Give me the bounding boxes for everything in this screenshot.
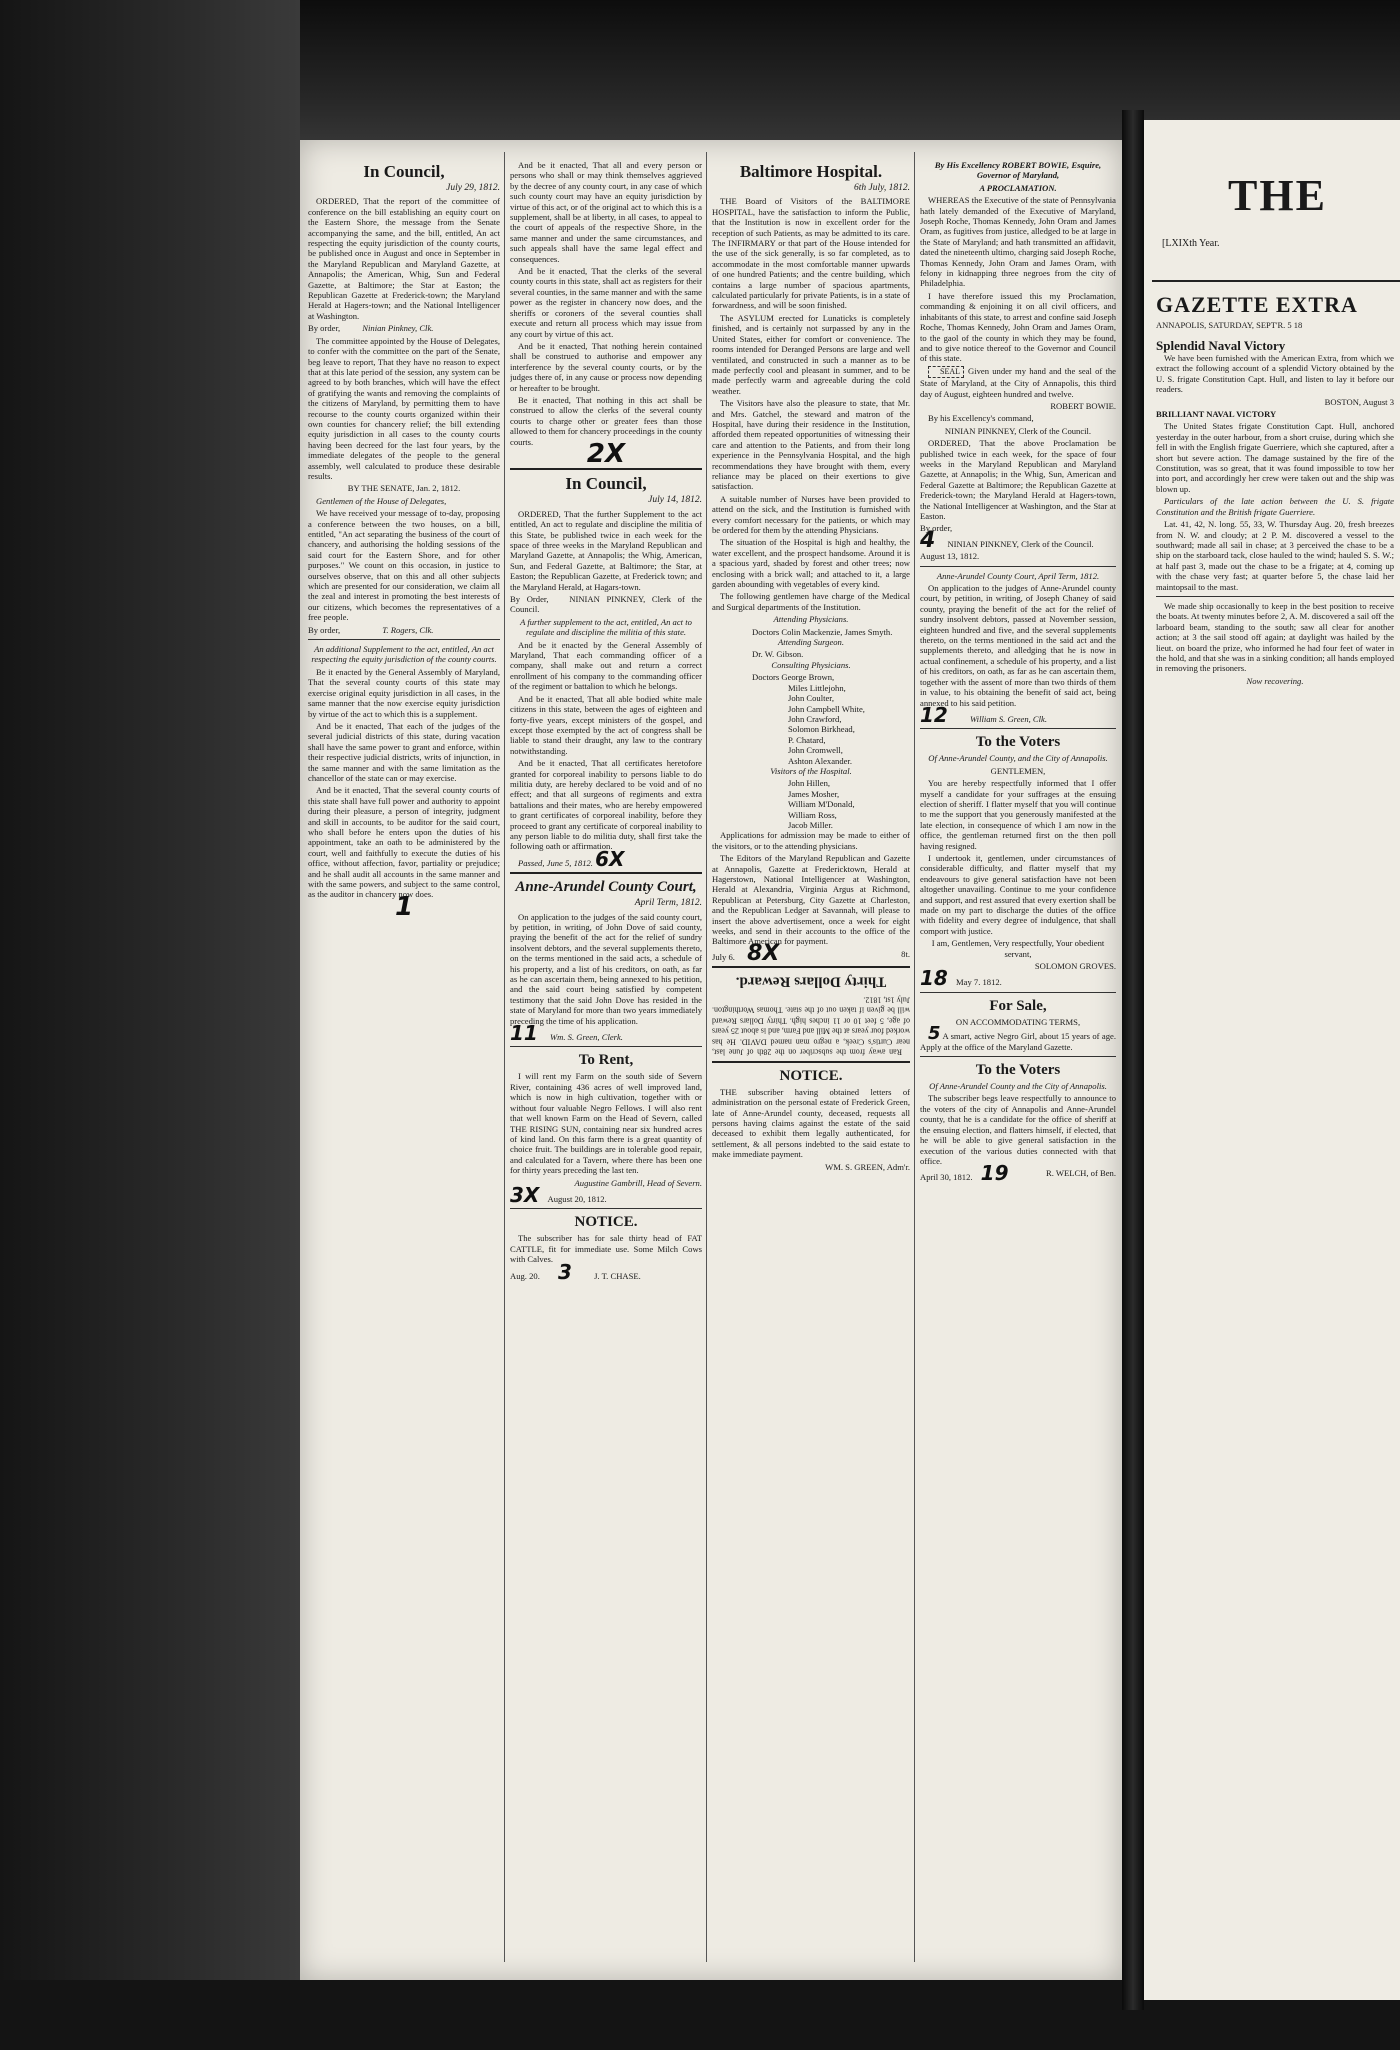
- hospital-paragraph: The ASYLUM erected for Lunaticks is completely finished, and is certainly not surpassed by any in the United States, either for comfort or convenience. The rooms intended for Deranged Persons are large and well ventilated, and constructed in such a manner as to be made perfectly cool and pleasant in summer, and to be made perfectly warm and agreeable during the cold weather.: [712, 312, 910, 396]
- rent-date: 3X August 20, 1812.: [510, 1182, 607, 1207]
- seal-icon: SEAL: [928, 366, 964, 378]
- advert-heading: Thirty Dollars Reward.: [735, 973, 887, 990]
- surgeon-label: Attending Surgeon.: [777, 637, 845, 648]
- consulting-name: John Coulter,: [788, 693, 834, 704]
- order-paragraph: ORDERED, That the report of the committee of conference on the bill establishing an equity court on the Eastern Shore, the message from the Senate accompanying the same, and the bill, entitled, An act respecting the equity jurisdiction of the county courts, be published once in August and once in September in the Maryland Republican and Maryland Gazette, at Annapolis; the American, Whig, Sun and Federal Gazette, at Baltimore; the Star at Easton; the Republican Gazette at Frederick-town; the Maryland Herald at Hagers-town; and the National Intelligencer at Washington.: [308, 196, 500, 321]
- masthead: THE: [1228, 171, 1327, 220]
- signer-date: August 13, 1812.: [920, 551, 980, 562]
- notice-signer: WM. S. GREEN, Adm'r.: [825, 1161, 910, 1172]
- brilliant-heading: BRILLIANT NAVAL VICTORY: [1156, 409, 1277, 420]
- act-paragraph: And be it enacted, That each of the judges of the several judicial districts of this state, during vacation shall have the same power to grant and enforce, within their respective judicial districts, writs of injunction, in the same manner and with the same limitation as the chancellor of the state can or may exercise.: [308, 720, 500, 783]
- court-paragraph: On application to the judges of Anne-Arundel county court, by petition, in writing, of Joseph Chaney of said county, praying the benefit of the act for the relief of sundry insolvent debtors, passed at November session, eighteen hundred and five, and the several supplements thereto, on the terms mentioned in the said act and the supplements thereto, and alledging that he is now in actual confinement, a schedule of his property, and a list of his creditors, on oath, as far as he can ascertain them, together with the assent of more than two thirds of them in value, to his obtaining the benefit of said act, being annexed to his said petition.: [920, 583, 1116, 708]
- extra-date: ANNAPOLIS, SATURDAY, SEPT'R. 5 18: [1156, 320, 1303, 330]
- advert-text: Ran away from the subscriber on the 28th of June last, near Curtis's Creek, a negro man named DAVID. He has worked four years at the Mill and Farm, and is about 25 years of age, 5 feet 10 or 11 inches high. Thirty Dollars Reward will be given if taken out of the state. Thomas Worthington. July 1st, 1812.: [712, 995, 910, 1057]
- signoff: By order, T. Rogers, Clk.: [308, 624, 434, 635]
- signoff: 11 Wm. S. Green, Clerk.: [510, 1021, 623, 1046]
- upside-down-advert: [712, 972, 910, 1056]
- visitor-name: William M'Donald,: [788, 799, 855, 810]
- notice-heading: NOTICE.: [574, 1214, 638, 1231]
- court-heading: Anne-Arundel County Court, April Term, 1812.: [936, 570, 1100, 581]
- passed-line: Passed, June 5, 1812. 6X: [518, 846, 625, 871]
- rent-heading: To Rent,: [578, 1052, 634, 1069]
- sale-paragraph: 5 A smart, active Negro Girl, about 15 years of age. Apply at the office of the Maryland Gazette.: [920, 1023, 1116, 1052]
- committee-report: The committee appointed by the House of Delegates, to confer with the committee on the part of the Senate, beg leave to report, That they have no reason to expect that at this late period of the session, any system can be agreed to by both branches, which will have the effect of gratifying the wants and removing the complaints of the citizens of Maryland, by permitting them to have recourse to the county courts organized within their own counties for chancery relief; the bill extending equity jurisdiction in all cases to the county courts having been decreed for the last four years, by the immediate delegates of the people to the general assembly, well calculated to produce these desirable results.: [308, 335, 500, 481]
- sale-heading: For Sale,: [989, 997, 1047, 1014]
- notice-paragraph: THE subscriber having obtained letters of administration on the personal estate of Frederick Green, late of Anne-Arundel county, deceased, requests all persons having claims against the estate of the said deceased to exhibit them legally authenticated, for settlement, & all persons indebted to the said estate to make immediate payment.: [712, 1086, 910, 1160]
- court-term: April Term, 1812.: [634, 898, 702, 909]
- closing-lines: I am, Gentlemen, Very respectfully, Your obedient servant,: [931, 938, 1105, 959]
- clerk-name: NINIAN PINKNEY, Clerk of the Council.: [944, 425, 1092, 436]
- council-heading: In Council,: [565, 474, 647, 494]
- dateline: 6th July, 1812.: [854, 183, 910, 193]
- sale-subheading: ON ACCOMMODATING TERMS,: [955, 1016, 1081, 1027]
- voters-subheading: Of Anne-Arundel County, and the City of Annapolis.: [928, 753, 1108, 764]
- end-signoff: April 30, 1812. 19 R. WELCH, of Ben.: [920, 1161, 1116, 1186]
- particulars-heading: Particulars of the late action between the U. S. frigate Constitution and the British frigate Guerriere.: [1156, 496, 1394, 517]
- signoff: By order, Ninian Pinkney, Clk.: [308, 323, 434, 334]
- given-paragraph: SEAL Given under my hand and the seal of the State of Maryland, at the City of Annapolis, this third day of August, eighteen hundred and twelve.: [920, 365, 1116, 399]
- order-paragraph: ORDERED, That the above Proclamation be published twice in each week, for the space of four weeks in the Maryland Republican and Maryland Gazette, at Annapolis; in the Whig, Sun, American and Federal Gazette at Baltimore; the Republican Gazette at Frederick-town; the Maryland Herald at Hagers-town, the National Intelligencer at Washington, and the Star at Easton.: [920, 438, 1116, 521]
- dateline: July 14, 1812.: [648, 495, 702, 506]
- rent-paragraph: I will rent my Farm on the south side of Severn River, containing 436 acres of well improved land, which is now in high cultivation, together with or without four valuable Negro Fellows. I will also rent that well known Farm on the Head of Severn, called THE RISING SUN, containing near six hundred acres of kind land. On this farm there is a great quantity of choice fruit. The buildings are in tolerable good repair, and calculated for a Tavern, where there has been one for thirty years preceding the last ten.: [510, 1071, 702, 1176]
- editors-paragraph: The Editors of the Maryland Republican and Gazette at Annapolis, Gazette at Fredericktown, Herald at Hagerstown, National Intelligencer at Washington, Herald at Alexandria, Virginia Argus at Richmond, Republican at Petersburg, City Gazette at Charleston, and the Republican Ledger at Savannah, will please to insert the above advertisement, once a week for eight weeks, and send in their accounts to the office of the Baltimore American for payment.: [712, 853, 910, 947]
- consulting-name: Ashton Alexander.: [788, 755, 852, 766]
- act-paragraph: And be it enacted, That nothing herein contained shall be construed to authorise and empower any interference by the several county courts, or by the judges there of, in any cause or process now depending or hereafter to be brought.: [510, 340, 702, 393]
- proclamation-paragraph: I have therefore issued this my Proclamation, commanding & enjoining it on all civil officers, and inhabitants of this state, to arrest and confine said Joseph Roche, Thomas Kennedy, John Oram and James Oram, to the gaol of the county in which they may be found, and to give notice thereof to the Governor and Council of this state.: [920, 290, 1116, 364]
- column-rule: [914, 152, 915, 1962]
- visitor-name: Jacob Miller.: [788, 819, 833, 830]
- extra-paragraph: The United States frigate Constitution Capt. Hull, anchored yesterday in the outer harbour, from a short cruise, during which she fell in with the English frigate Guerriere, which she captured, after a short but severe action. The damage sustained by the fire of the Constitution, was so great, that it was found impossible to tow her into port, and accordingly her crew were taken out and the ship was blown up.: [1156, 421, 1394, 494]
- divider: [308, 639, 500, 640]
- consulting-label: Consulting Physicians.: [771, 659, 851, 670]
- physicians-list: Doctors Colin Mackenzie, James Smyth.: [752, 626, 893, 637]
- extra-column: [1156, 338, 1394, 688]
- divider: [1152, 280, 1400, 282]
- handwritten-mark: 2X: [586, 438, 626, 469]
- voters-heading: To the Voters: [975, 1062, 1061, 1079]
- victory-heading: Splendid Naval Victory: [1156, 338, 1286, 353]
- consulting-name: Solomon Birkhead,: [788, 724, 855, 735]
- divider: [510, 872, 702, 874]
- divider: [1156, 596, 1394, 597]
- recovering-note: Now recovering.: [1246, 675, 1304, 686]
- newspaper-page: [300, 140, 1122, 1980]
- gentlemen-line: GENTLEMEN,: [990, 765, 1046, 776]
- notice-heading: NOTICE.: [779, 1067, 843, 1084]
- divider: [920, 566, 1116, 567]
- consulting-name: John Campbell White,: [788, 703, 865, 714]
- physicians-label: Attending Physicians.: [773, 614, 849, 625]
- act-paragraph: And be it enacted, That the several county courts of this state shall have full power and authority to appoint during their pleasure, a person of integrity, judgment and skill in accounts, to be auditor for the said court, who shall before he enters upon the duties of his appointment, take an oath to be administered by the court, well and faithfully to execute the duties of his office, without affection, favor, partiality or prejudice; and he shall audit all accounts in the same manner and with the same powers, and subject to the same control, as the auditor in chancery now does.: [308, 785, 500, 900]
- voters-paragraph: You are hereby respectfully informed that I offer myself a candidate for your suffrages at the ensuing election of sheriff. I flatter myself that you will continue to me the support that you generously manifested at the late election, in consequence of which I am now in the office, the gentleman returned first on the then poll having resigned.: [920, 778, 1116, 851]
- visitor-name: William Ross,: [788, 809, 837, 820]
- closing-date: 18 May 7. 1812.: [920, 966, 1002, 991]
- senate-message: We have received your message of to-day, proposing a conference between the two houses, on a bill, entitled, "An act separating the business of the court of chancery, and authorising the holding sessions of the said court for the Eastern Shore, and for other purposes." We count on this occasion, in justice to ourselves observe, that on this and all other subjects which are presented for our consideration, we claim all the zeal and interest in promoting the best interests of our citizens, which becomes the representatives of a free people.: [308, 508, 500, 623]
- consulting-name: John Cromwell,: [788, 745, 843, 756]
- consulting-name: John Crawford,: [788, 713, 842, 724]
- senate-dateline: BY THE SENATE, Jan. 2, 1812.: [347, 483, 461, 494]
- signoff: By order,: [920, 523, 953, 534]
- divider: [712, 966, 910, 968]
- hospital-paragraph: THE Board of Visitors of the BALTIMORE HOSPITAL, have the satisfaction to inform the Public, that the Institution is now in excellent order for the reception of such Patients, as may be admitted to its care. The INFIRMARY or that part of the House intended for the use of the sick generally, is so far completed, as to accommodate in the most comfortable manner upwards of one hundred Patients; and the centre building, which contains a large number of spacious apartments, calculated particularly for private Patients, is in a state of forwardness, and will be soon finished.: [712, 196, 910, 311]
- divider: [510, 1208, 702, 1209]
- book-gutter: [1122, 110, 1144, 2010]
- proclamation-title: A PROCLAMATION.: [979, 182, 1057, 193]
- adjacent-page: [1144, 120, 1400, 2000]
- consulting-name: Doctors George Brown,: [752, 672, 835, 683]
- act-paragraph: Be it enacted by the General Assembly of Maryland, That the several county courts of this state may exercise original equity jurisdiction in all cases, in the same manner that the now exercise equity jurisdiction by virtue of the act to which this is a supplement.: [308, 666, 500, 719]
- column-2: [510, 160, 702, 1960]
- act-paragraph: And be it enacted, That all certificates heretofore granted for corporeal inability to persons liable to do militia duty, are hereby declared to be void and of no effect; and that all surgeons of regiments and extra battalions and their mates, who are hereby empowered to grant certificates of corporeal inability, before they proceed to grant any certificate of corporeal inability to any person liable to do militia duty, shall first take the following oath or affirmation.: [510, 758, 702, 852]
- voters-paragraph: The subscriber begs leave respectfully to announce to the voters of the city of Annapolis and Anne-Arundel county, that he is a candidate for the office of sheriff at the ensuing election, and flatters himself, if elected, that he will be able to give general satisfaction in the execution of the various duties connected with that office.: [920, 1093, 1116, 1166]
- act-paragraph: And be it enacted, That all able bodied white male citizens in this state, between the ages of eighteen and forty-five years, except ministers of the gospel, and except those exempted by the act of congress shall be liable to stand their draught, any law to the contrary notwithstanding.: [510, 693, 702, 756]
- command-line: By his Excellency's command,: [928, 413, 1034, 424]
- court-heading: Anne-Arundel County Court,: [515, 879, 697, 896]
- act-paragraph: And be it enacted by the General Assembly of Maryland, That each commanding officer of a company, shall make out and return a correct enrollment of his company to the commanding officer of the regiment or battalion to which he belongs.: [510, 639, 702, 692]
- surgeon-name: Dr. W. Gibson.: [752, 649, 804, 660]
- proclamation-paragraph: WHEREAS the Executive of the state of Pennsylvania hath lately demanded of the Executive of Maryland, Joseph Roche, Thomas Kennedy, John Oram and James Oram, as fugitives from justice, alledged to be at large in the State of Maryland; and hath transmitted an affidavit, dated the nineteenth ultimo, charging said Joseph Roche, Thomas Kennedy, John Oram and James Oram, with felony in kidnapping three negroes from the city of Philadelphia.: [920, 195, 1116, 289]
- visitor-name: James Mosher,: [788, 788, 840, 799]
- hospital-paragraph: A suitable number of Nurses have been provided to attend on the sick, and the Institution is furnished with every comfort necessary for the patients, or which may be ordered for them by the attending Physicians.: [712, 493, 910, 535]
- hospital-paragraph: The Visitors have also the pleasure to state, that Mr. and Mrs. Gatchel, the steward and matron of the Hospital, have during their residence in the Institution, afforded them repeated opportunities of witnessing their care and attention to the Patients, and from their long experience in the Pennsylvania Hospital, and the high recommendations they have brought with them, every reliance may be placed on their exertions to give satisfaction.: [712, 398, 910, 492]
- act-paragraph: Be it enacted, That nothing in this act shall be construed to allow the clerks of the several county courts to charge other or greater fees than those allowed to them for chancery proceedings in the county courts.: [510, 394, 702, 447]
- visitor-name: John Hillen,: [788, 778, 831, 789]
- consulting-name: P. Chatard,: [788, 734, 826, 745]
- volume-year: [LXIXth Year.: [1162, 238, 1220, 249]
- voters-paragraph: I undertook it, gentlemen, under circumstances of considerable difficulty, and flatter myself that my endeavours to give general satisfaction have not been altogether unavailing. Continue to me your confidence and support, and rest assured that every exertion shall be made on my part to discharge the duties of the office with fidelity and every degree of indulgence, that shall comport with justice.: [920, 852, 1116, 936]
- end-date: July 6. 8X 8t.: [712, 940, 910, 966]
- extra-paragraph: We have been furnished with the American Extra, from which we extract the following account of a splendid Victory obtained by the U. S. frigate Constitution Capt. Hull, and listen to lay it before our readers.: [1156, 353, 1394, 395]
- court-paragraph: On application to the judges of the said county court, by petition, in writing, of John Dove of said county, praying the benefit of the act for the relief of sundry insolvent debtors, and the several supplements thereto, on the terms mentioned in the said acts, a schedule of his property, and a list of his creditors, on oath, as far as he can ascertain them, being annexed to his petition, and the said court being satisfied by competent testimony that the said John Dove has resided in the state of Maryland for more than two years immediately preceding the time of his application.: [510, 911, 702, 1026]
- notice-paragraph: The subscriber has for sale thirty head of FAT CATTLE, fit for immediate use. Some Milch Cows with Calves.: [510, 1233, 702, 1265]
- governor-name: ROBERT BOWIE.: [1050, 400, 1116, 411]
- divider: [712, 1061, 910, 1063]
- dateline: July 29, 1812.: [446, 183, 500, 193]
- consulting-name: Miles Littlejohn,: [788, 682, 846, 693]
- visitors-label: Visitors of the Hospital.: [770, 765, 852, 776]
- divider: [920, 992, 1116, 993]
- closing-signer: SOLOMON GROVES.: [1034, 961, 1116, 972]
- supplement-title: A further supplement to the act, entitled, An act to regulate and discipline the militia of this state.: [520, 616, 692, 638]
- gentlemen-line: Gentlemen of the House of Delegates,: [316, 495, 447, 506]
- column-1: [308, 160, 500, 1960]
- hospital-heading: Baltimore Hospital.: [739, 162, 883, 181]
- hospital-paragraph: The situation of the Hospital is high and healthy, the water excellent, and the prospect handsome. Around it is a spacious yard, shaded by forest and other trees; now enclosing with a brick wall; and attached to it, a large garden abounding with vegetables of every kind.: [712, 537, 910, 590]
- extra-title: GAZETTE EXTRA: [1156, 292, 1358, 317]
- divider: [510, 1046, 702, 1047]
- supplement-title: An additional Supplement to the act, entitled, An act respecting the equity jurisdiction of the county courts.: [311, 644, 497, 665]
- rent-signer: Augustine Gambrill, Head of Severn.: [574, 1177, 702, 1188]
- signoff: 12 William S. Green, Clk.: [920, 702, 1048, 727]
- act-paragraph: And be it enacted, That the clerks of the several county courts in this state, shall act as registers for their several counties, in the same manner and with the same power as the register in chancery now does, and the sheriffs or coroners of the several counties shall execute and return all process which may issue from any court by virtue of this act.: [510, 266, 702, 339]
- signoff: By Order, NINIAN PINKNEY, Clerk of the Council.: [510, 594, 702, 615]
- column-4: [920, 160, 1116, 1960]
- act-paragraph: And be it enacted, That all and every person or persons who shall or may think themselves aggrieved by the decree of any county court, in any case of which such county court may have an equity jurisdiction by virtue of this act, or of the original act to which this is a supplement, shall be at liberty, in all cases, to appeal to the court of appeals of the respective Shore, in the same manner and under the same circumstances, and such appeals shall have the same legal effect and consequences.: [510, 160, 702, 264]
- voters-subheading: Of Anne-Arundel County and the City of Annapolis.: [929, 1081, 1107, 1092]
- order-paragraph: ORDERED, That the further Supplement to the act entitled, An act to regulate and discipline the militia of this State, be published twice in each week for the space of three weeks in the Maryland Republican and Maryland Gazette, at Annapolis; the Whig, American, Sun, and Federal Gazette, at Baltimore; the Star, at Easton; the Republican Gazette, at Frederick town; and the Maryland Herald, at Hagars-town.: [510, 508, 702, 592]
- column-3: [712, 160, 910, 1960]
- column-rule: [706, 152, 707, 1962]
- extra-paragraph: We made ship occasionally to keep in the best position to receive the boats. At twenty minutes before 2, A. M. discovered a sail off the larboard beam, standing to the south; saw all clear for another action; at 3 the sail stood off again; at daylight was hailed by the lieut. on board the prize, who informed he had four feet of water in the hold, and that she was in a sinking condition; all hands employed in removing the prisoners.: [1156, 600, 1394, 674]
- council-heading: In Council,: [363, 162, 445, 181]
- hospital-paragraph: The following gentlemen have charge of the Medical and Surgical departments of the Institution.: [712, 591, 910, 612]
- signoff: 4 NINIAN PINKNEY, Clerk of the Council.: [920, 527, 1094, 553]
- notice-signoff: Aug. 20. 3 J. T. CHASE.: [510, 1259, 641, 1284]
- handwritten-mark: 6X: [595, 846, 625, 871]
- hospital-paragraph: Applications for admission may be made to either of the visitors, or to the attending physicians.: [712, 830, 910, 851]
- divider: [920, 728, 1116, 729]
- column-rule: [504, 152, 505, 1962]
- boston-dateline: BOSTON, August 3: [1324, 396, 1394, 407]
- voters-heading: To the Voters: [975, 734, 1061, 751]
- handwritten-mark: 1: [394, 891, 414, 922]
- divider: [920, 1056, 1116, 1057]
- scanner-border-left: [0, 0, 300, 2050]
- extra-paragraph: Lat. 41, 42, N. long. 55, 33, W. Thursday Aug. 20, fresh breezes from N. W. and cloudy; at 2 P. M. discovered a vessel to the southward; made all sail in chase; at 3 perceived the chase to be a ship on the starboard tack, close hauled to the wind; hauled S. S. W.; at half past 3, made out the chase to be a frigate; at 4, coming up with the chase very fast; at quarter before 5, the chase laid her maintopsail to the mast.: [1156, 519, 1394, 592]
- proclamation-heading: By His Excellency ROBERT BOWIE, Esquire, Governor of Maryland,: [934, 160, 1102, 181]
